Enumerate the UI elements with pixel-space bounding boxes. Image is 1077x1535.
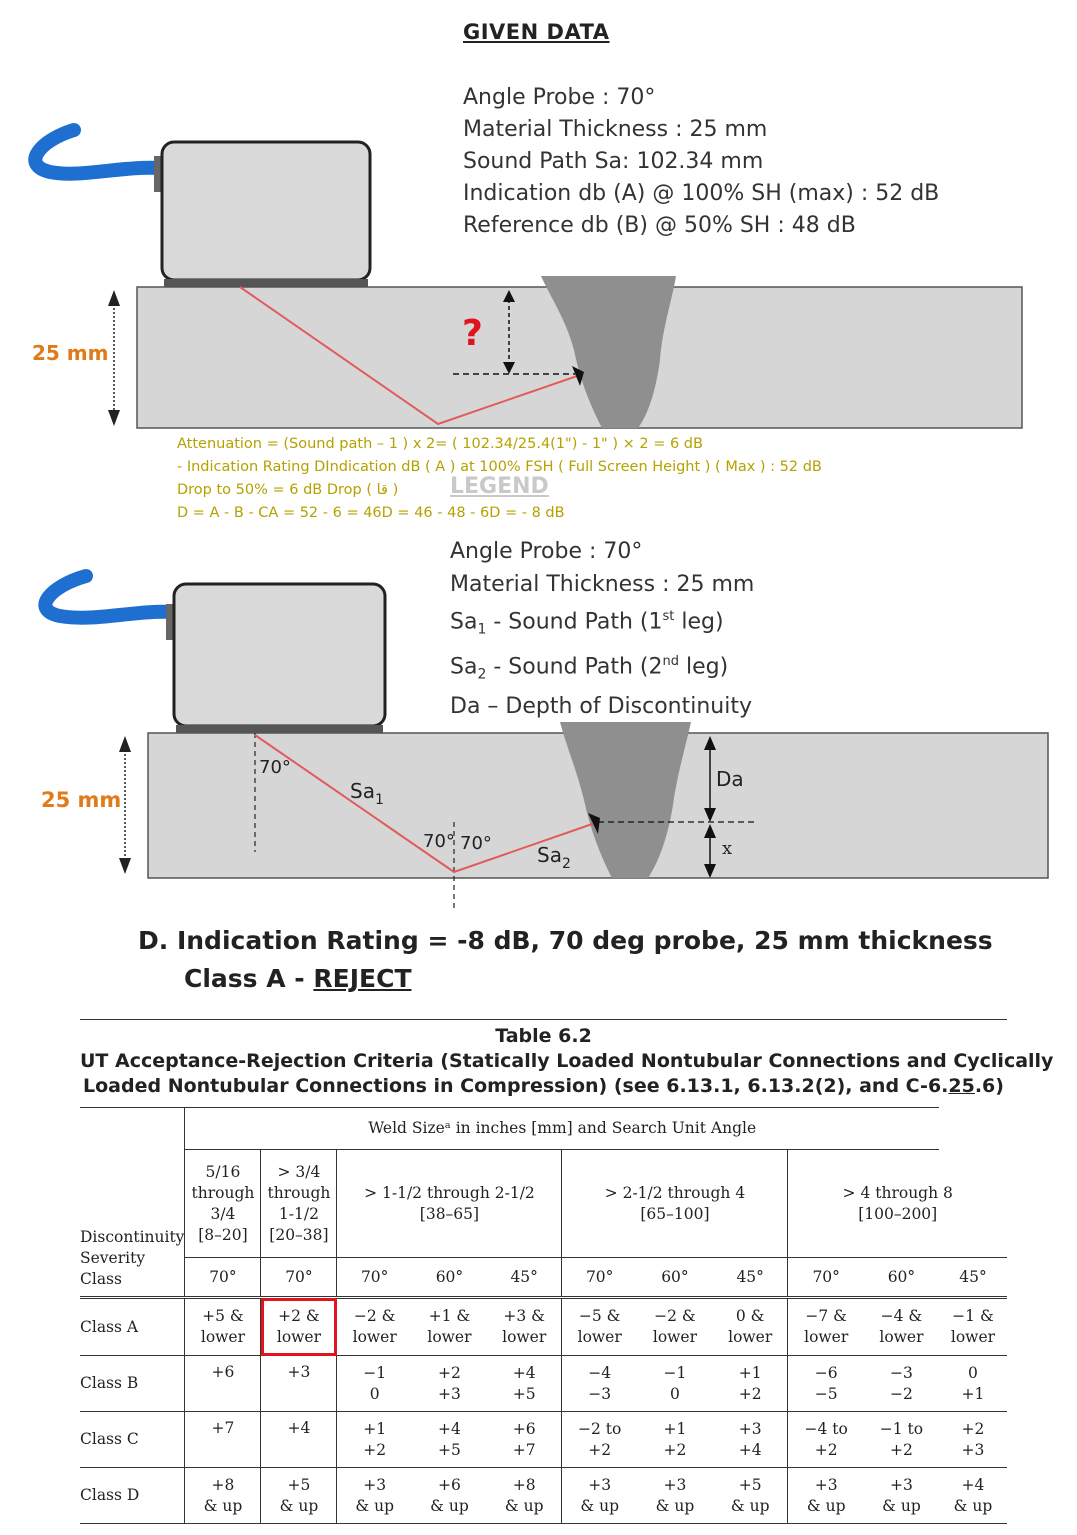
criteria-cell: +7 bbox=[185, 1412, 261, 1468]
angle-label-top: 70° bbox=[259, 757, 291, 778]
table-row-class-a bbox=[80, 1298, 1007, 1356]
size-group-3: > 1-1/2 through 2-1/2 [38–65] bbox=[337, 1150, 562, 1258]
given-angle-probe: Angle Probe : 70° bbox=[463, 85, 656, 110]
legend-sa1: $Sa_1$ - Sound Path (1st leg) bbox=[450, 609, 724, 638]
criteria-cell: −1 0 bbox=[337, 1356, 412, 1412]
sa1-label: $Sa_1$ bbox=[350, 779, 384, 808]
da-label: Da bbox=[716, 767, 744, 791]
thickness-label-1: 25 mm bbox=[32, 341, 109, 365]
criteria-cell: +3 & up bbox=[637, 1468, 713, 1524]
criteria-cell: +6 +7 bbox=[487, 1412, 562, 1468]
angle-label-left: 70° bbox=[423, 831, 455, 852]
class-label: Class D bbox=[80, 1468, 185, 1524]
criteria-cell: +3 & lower bbox=[487, 1298, 562, 1356]
criteria-cell: +8 & up bbox=[185, 1468, 261, 1524]
criteria-cell: −1 to +2 bbox=[864, 1412, 939, 1468]
criteria-cell: +3 & up bbox=[337, 1468, 412, 1524]
angle-cell: 60° bbox=[661, 1267, 689, 1286]
probe-shoe bbox=[176, 725, 383, 733]
criteria-cell: +6 & up bbox=[412, 1468, 487, 1524]
criteria-cell: +5 & up bbox=[261, 1468, 337, 1524]
criteria-cell: +1 & lower bbox=[412, 1298, 487, 1356]
cable-icon bbox=[35, 130, 160, 174]
criteria-cell: +3 bbox=[261, 1356, 337, 1412]
criteria-cell: −4 & lower bbox=[864, 1298, 939, 1356]
table-row-class-d bbox=[80, 1468, 1007, 1524]
criteria-cell: +5 & lower bbox=[185, 1298, 261, 1356]
indication-rating-line: D. Indication Rating = -8 dB, 70 deg probe, 25 mm thickness bbox=[138, 926, 993, 955]
probe-body bbox=[162, 142, 370, 280]
reject-label: REJECT bbox=[313, 964, 412, 993]
angle-cell: 45° bbox=[959, 1267, 987, 1286]
criteria-cell: +1 +2 bbox=[637, 1412, 713, 1468]
criteria-cell: 0 +1 bbox=[939, 1356, 1007, 1412]
angle-cell: 70° bbox=[337, 1258, 412, 1298]
criteria-cell: −2 to +2 bbox=[562, 1412, 637, 1468]
given-material-thickness: Material Thickness : 25 mm bbox=[463, 117, 768, 142]
given-sound-path: Sound Path Sa: 102.34 mm bbox=[463, 149, 764, 174]
criteria-cell: −2 & lower bbox=[637, 1298, 713, 1356]
criteria-cell: +1 +2 bbox=[337, 1412, 412, 1468]
criteria-cell: 0 & lower bbox=[713, 1298, 788, 1356]
given-data-title: GIVEN DATA bbox=[463, 20, 610, 44]
table-row-class-b bbox=[80, 1356, 1007, 1412]
class-result-line: Class A - REJECT bbox=[184, 964, 412, 993]
note-indication-rating: - Indication Rating DIndication dB ( A ) at 100% FSH ( Full Screen Height ) ( Max ) : 52 dB bbox=[177, 459, 822, 475]
legend-title: LEGEND bbox=[450, 474, 549, 499]
given-indication-db: Indication db (A) @ 100% SH (max) : 52 dB bbox=[463, 181, 940, 206]
criteria-cell: −3 −2 bbox=[864, 1356, 939, 1412]
size-group-5: > 4 through 8 [100–200] bbox=[788, 1150, 1007, 1258]
legend-depth: Da – Depth of Discontinuity bbox=[450, 694, 753, 720]
angle-cell: 45° bbox=[510, 1267, 538, 1286]
criteria-cell: +4 +5 bbox=[487, 1356, 562, 1412]
criteria-cell: +6 bbox=[185, 1356, 261, 1412]
angle-cell: 70° bbox=[261, 1258, 337, 1298]
class-label: Class A bbox=[80, 1298, 185, 1356]
weld-size-header: Weld Sizeᵃ in inches [mm] and Search Unit Angle bbox=[185, 1108, 939, 1150]
legend-material-thickness: Material Thickness : 25 mm bbox=[450, 571, 755, 597]
given-reference-db: Reference db (B) @ 50% SH : 48 dB bbox=[463, 213, 856, 238]
class-label: Class B bbox=[80, 1356, 185, 1412]
criteria-cell: +3 +4 bbox=[713, 1412, 788, 1468]
criteria-cell: +2 +3 bbox=[412, 1356, 487, 1412]
size-group-4: > 2-1/2 through 4 [65–100] bbox=[562, 1150, 788, 1258]
size-group-2: > 3/4 through 1-1/2 [20–38] bbox=[261, 1150, 337, 1258]
criteria-cell: −7 & lower bbox=[788, 1298, 864, 1356]
angle-cell: 60° bbox=[887, 1267, 916, 1286]
table-caption-number: Table 6.2 bbox=[495, 1025, 592, 1047]
sa2-label: $Sa_2$ bbox=[537, 843, 571, 872]
note-drop: Drop to 50% = 6 dB Drop ( ق‍ا ) bbox=[177, 482, 399, 498]
criteria-cell: +3 & up bbox=[864, 1468, 939, 1524]
angle-row bbox=[80, 1258, 1007, 1298]
criteria-cell-highlighted: +2 & lower bbox=[261, 1298, 337, 1356]
note-attenuation: Attenuation = (Sound path – 1 ) x 2= ( 102.34/25.4(1") - 1" ) × 2 = 6 dB bbox=[177, 436, 703, 452]
criteria-cell: +4 & up bbox=[939, 1468, 1007, 1524]
criteria-cell: −4 −3 bbox=[562, 1356, 637, 1412]
table-caption-line2: Loaded Nontubular Connections in Compression) (see 6.13.1, 6.13.2(2), and C-6.25.6) bbox=[83, 1075, 1004, 1097]
x-label: x bbox=[722, 838, 733, 859]
criteria-cell: −1 0 bbox=[637, 1356, 713, 1412]
criteria-cell: −2 & lower bbox=[337, 1298, 412, 1356]
probe-body bbox=[174, 584, 385, 726]
criteria-cell: +1 +2 bbox=[713, 1356, 788, 1412]
table-top-rule bbox=[80, 1019, 1007, 1020]
criteria-cell: −4 to +2 bbox=[788, 1412, 864, 1468]
criteria-cell: −6 −5 bbox=[788, 1356, 864, 1412]
legend-angle-probe: Angle Probe : 70° bbox=[450, 539, 643, 564]
criteria-cell: +2 +3 bbox=[939, 1412, 1007, 1468]
question-mark: ? bbox=[462, 313, 483, 354]
criteria-cell: −5 & lower bbox=[562, 1298, 637, 1356]
table-caption-line1: UT Acceptance-Rejection Criteria (Statically Loaded Nontubular Connections and Cyclically bbox=[80, 1050, 1054, 1072]
criteria-cell: +4 +5 bbox=[412, 1412, 487, 1468]
criteria-table bbox=[80, 1107, 1007, 1524]
criteria-cell: +8 & up bbox=[487, 1468, 562, 1524]
severity-class-header: Discontinuity Severity Class bbox=[80, 1228, 185, 1288]
probe-shoe bbox=[164, 279, 368, 287]
thickness-label-2: 25 mm bbox=[41, 788, 122, 812]
diagram-legend bbox=[0, 560, 1077, 920]
angle-cell: 60° bbox=[435, 1267, 464, 1286]
angle-cell: 70° bbox=[562, 1258, 637, 1298]
cable-icon bbox=[45, 576, 172, 618]
criteria-cell: −1 & lower bbox=[939, 1298, 1007, 1356]
criteria-cell: +4 bbox=[261, 1412, 337, 1468]
angle-cell: 45° bbox=[736, 1267, 764, 1286]
angle-label-right: 70° bbox=[460, 833, 492, 854]
legend-sa2: $Sa_2$ - Sound Path (2nd leg) bbox=[450, 654, 729, 683]
class-label: Class C bbox=[80, 1412, 185, 1468]
angle-cell: 70° bbox=[788, 1258, 864, 1298]
criteria-cell: +3 & up bbox=[788, 1468, 864, 1524]
criteria-cell: +3 & up bbox=[562, 1468, 637, 1524]
table-row-class-c bbox=[80, 1412, 1007, 1468]
note-formula: D = A - B - CA = 52 - 6 = 46D = 46 - 48 - 6D = - 8 dB bbox=[177, 505, 565, 521]
angle-cell: 70° bbox=[185, 1258, 261, 1298]
size-group-1: 5/16 through 3/4 [8–20] bbox=[185, 1150, 261, 1258]
criteria-cell: +5 & up bbox=[713, 1468, 788, 1524]
